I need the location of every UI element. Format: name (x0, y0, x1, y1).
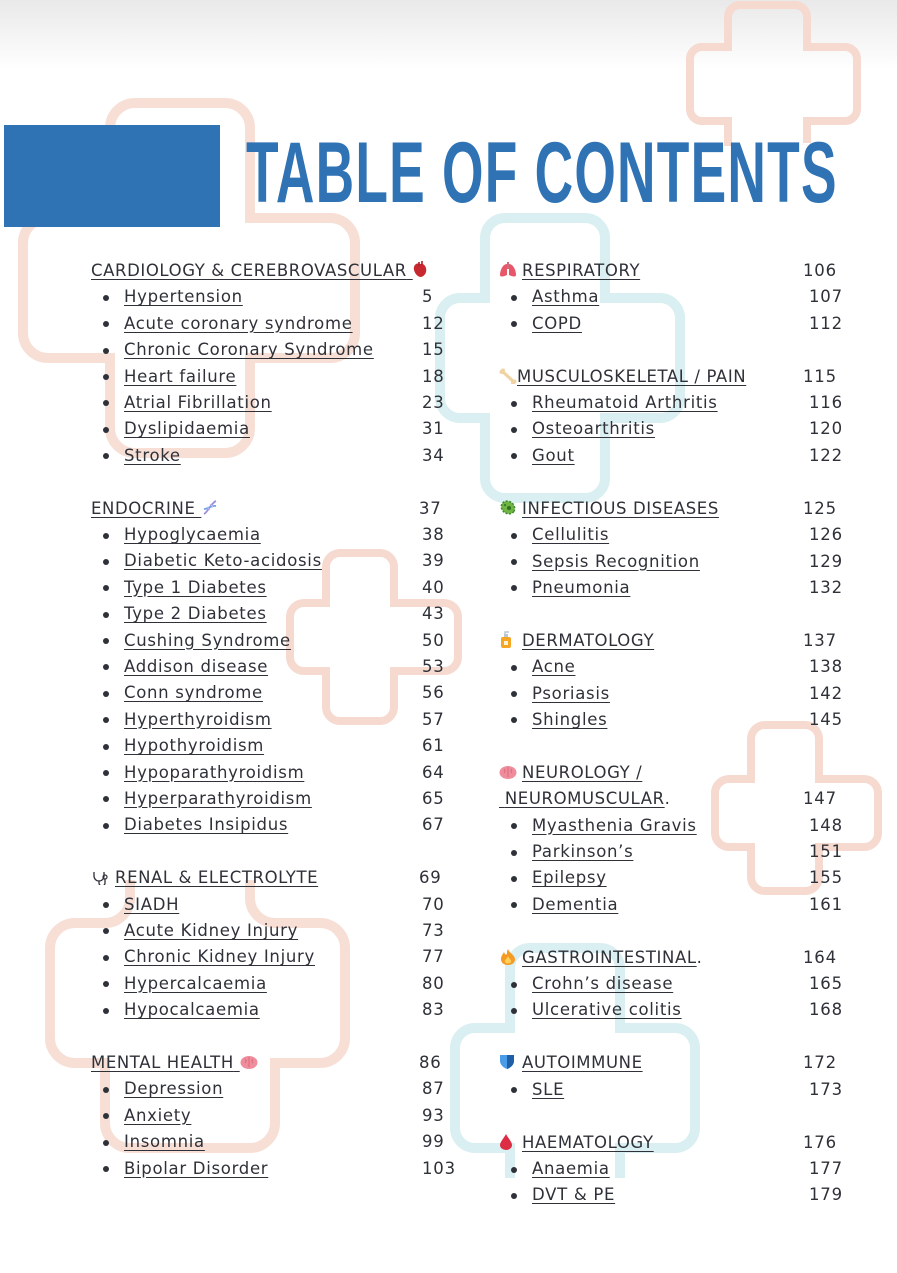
section-page-number: 115 (803, 366, 837, 386)
toc-entry-page: 23 (422, 392, 445, 412)
bullet-icon (511, 902, 517, 908)
toc-entry-page: 34 (422, 445, 445, 465)
section-heading-row[interactable] (499, 760, 869, 786)
toc-entry-link[interactable]: Stroke (124, 445, 181, 465)
toc-entry-page: 145 (809, 709, 843, 729)
toc-entry-page: 165 (809, 974, 843, 994)
toc-entry-link[interactable]: Insomnia (124, 1132, 205, 1152)
toc-entry-page: 132 (809, 577, 843, 597)
bullet-icon (511, 559, 517, 565)
section-heading-row[interactable] (499, 258, 869, 284)
toc-entry[interactable] (91, 416, 471, 442)
section-heading-link[interactable]: DERMATOLOGY (522, 630, 655, 650)
toc-entry-link[interactable]: Addison disease (124, 656, 269, 676)
toc-entry-link[interactable]: Rheumatoid Arthritis (532, 393, 718, 413)
bullet-icon (511, 321, 517, 327)
section-page-number: 37 (419, 498, 442, 518)
toc-entry[interactable] (91, 944, 471, 970)
toc-entry-page: 173 (809, 1079, 843, 1099)
toc-entry[interactable] (91, 364, 471, 390)
toc-entry-page: 129 (809, 551, 843, 571)
toc-section-respiratory (499, 258, 869, 337)
toc-entry[interactable] (499, 1182, 869, 1208)
bullet-icon (103, 533, 109, 539)
bullet-icon (103, 1166, 109, 1172)
toc-entry[interactable] (499, 311, 869, 337)
section-heading-row[interactable] (499, 364, 869, 390)
toc-entry-page: 80 (422, 973, 445, 993)
bullet-icon (103, 1008, 109, 1014)
toc-entry[interactable] (499, 390, 869, 416)
toc-entry-link[interactable]: Hypercalcaemia (124, 973, 267, 993)
fire-icon (499, 947, 516, 964)
section-page-number: 147 (803, 789, 837, 809)
bullet-icon (103, 348, 109, 354)
bullet-icon (511, 876, 517, 882)
bullet-icon (103, 744, 109, 750)
shield-icon (499, 1052, 516, 1069)
toc-entry-page: 39 (422, 551, 445, 571)
toc-entry-link[interactable]: Cushing Syndrome (124, 630, 291, 650)
toc-entry[interactable] (499, 1156, 869, 1182)
toc-entry-page: 61 (422, 736, 445, 756)
toc-entry[interactable] (499, 284, 869, 310)
blood-drop-icon (499, 1132, 516, 1149)
toc-entry-page: 93 (422, 1105, 445, 1125)
toc-entry[interactable] (91, 812, 471, 838)
toc-entry-link[interactable]: Crohn’s disease (532, 974, 674, 994)
toc-entry[interactable] (499, 654, 869, 680)
toc-entry[interactable] (91, 971, 471, 997)
toc-entry-link[interactable]: Psoriasis (532, 683, 610, 703)
toc-section-haematology (499, 1130, 869, 1209)
section-heading-row[interactable] (499, 945, 869, 971)
bullet-icon (103, 902, 109, 908)
toc-entry-link[interactable]: Dyslipidaemia (124, 419, 250, 439)
toc-entry-page: 64 (422, 762, 445, 782)
toc-entry[interactable] (499, 813, 869, 839)
toc-entry-page: 57 (422, 709, 445, 729)
section-page-number: 69 (419, 868, 442, 888)
toc-entry[interactable] (91, 575, 471, 601)
toc-entry-page: 138 (809, 657, 843, 677)
toc-section-endocrine (91, 496, 471, 839)
toc-entry-page: 103 (422, 1158, 456, 1178)
toc-left-column (91, 258, 471, 1209)
toc-entry-link[interactable]: Asthma (532, 287, 600, 307)
toc-entry-page: 142 (809, 683, 843, 703)
toc-entry[interactable] (91, 1156, 471, 1182)
bullet-icon (511, 1193, 517, 1199)
toc-entry[interactable] (499, 522, 869, 548)
bullet-icon (511, 453, 517, 459)
toc-entry-link[interactable]: Sepsis Recognition (532, 551, 700, 571)
anatomical-heart-icon (413, 260, 430, 277)
toc-entry-link[interactable]: DVT & PE (532, 1185, 616, 1205)
section-heading-link[interactable]: INFECTIOUS DISEASES (522, 498, 719, 518)
section-heading-row[interactable] (499, 1130, 869, 1156)
toc-entry[interactable] (91, 733, 471, 759)
section-heading-link[interactable]: NEUROMUSCULAR (504, 789, 665, 809)
toc-entry-page: 155 (809, 868, 843, 888)
bullet-icon (103, 981, 109, 987)
lotion-bottle-icon (499, 630, 516, 647)
bullet-icon (103, 1140, 109, 1146)
toc-entry-link[interactable]: Dementia (532, 894, 619, 914)
toc-entry-page: 151 (809, 842, 843, 862)
bullet-icon (511, 1008, 517, 1014)
toc-entry-page: 38 (422, 525, 445, 545)
toc-entry[interactable] (91, 707, 471, 733)
bullet-icon (103, 374, 109, 380)
toc-entry-link[interactable]: Anaemia (532, 1159, 610, 1179)
toc-entry[interactable] (91, 522, 471, 548)
toc-section-musculoskeletal (499, 364, 869, 470)
section-heading-link[interactable]: GASTROINTESTINAL (522, 947, 697, 967)
section-heading-row[interactable] (91, 258, 471, 284)
section-heading-row[interactable] (499, 628, 869, 654)
bullet-icon (511, 850, 517, 856)
heading-suffix: . (696, 947, 702, 967)
section-heading-link[interactable]: MUSCULOSKELETAL / PAIN (517, 366, 747, 386)
section-heading-row[interactable] (91, 496, 471, 522)
toc-entry-page: 31 (422, 419, 445, 439)
toc-section-renal (91, 865, 471, 1023)
toc-entry-link[interactable]: Hypertension (124, 287, 243, 307)
toc-entry[interactable] (499, 416, 869, 442)
bullet-icon (511, 665, 517, 671)
toc-entry[interactable] (91, 1076, 471, 1102)
toc-entry-link[interactable]: Osteoarthritis (532, 419, 655, 439)
toc-entry-page: 77 (422, 947, 445, 967)
lungs-icon (499, 260, 516, 277)
toc-entry[interactable] (91, 390, 471, 416)
toc-entry[interactable] (91, 628, 471, 654)
bullet-icon (103, 559, 109, 565)
toc-section-neurology (499, 760, 869, 918)
toc-entry-page: 73 (422, 920, 445, 940)
bullet-icon (103, 691, 109, 697)
toc-entry-link[interactable]: SIADH (124, 894, 180, 914)
bullet-icon (511, 823, 517, 829)
toc-entry-link[interactable]: Acute Kidney Injury (124, 920, 299, 940)
toc-entry-page: 179 (809, 1185, 843, 1205)
toc-entry-page: 18 (422, 366, 445, 386)
toc-entry-page: 99 (422, 1132, 445, 1152)
toc-entry[interactable] (499, 971, 869, 997)
toc-entry[interactable] (91, 892, 471, 918)
bullet-icon (103, 770, 109, 776)
toc-entry-link[interactable]: Hyperparathyroidism (124, 788, 312, 808)
toc-entry[interactable] (91, 1129, 471, 1155)
toc-entry-link[interactable]: Hypoparathyroidism (124, 762, 305, 782)
bullet-icon (511, 717, 517, 723)
toc-entry[interactable] (499, 839, 869, 865)
toc-entry[interactable] (499, 443, 869, 469)
section-heading-row-continued[interactable] (499, 786, 869, 812)
toc-entry-link[interactable]: Conn syndrome (124, 683, 263, 703)
bullet-icon (103, 717, 109, 723)
bullet-icon (103, 295, 109, 301)
bullet-icon (103, 664, 109, 670)
section-heading-link[interactable]: RESPIRATORY (522, 261, 641, 280)
toc-entry[interactable] (91, 680, 471, 706)
bullet-icon (103, 796, 109, 802)
toc-entry-page: 122 (809, 445, 843, 465)
toc-section-cardiology (91, 258, 471, 469)
toc-entry-link[interactable]: Diabetic Keto-acidosis (124, 551, 322, 571)
toc-entry-page: 112 (809, 313, 843, 333)
toc-entry-page: 15 (422, 340, 445, 360)
bullet-icon (511, 427, 517, 433)
toc-entry-link[interactable]: Heart failure (124, 366, 237, 386)
toc-entry-link[interactable]: Hyperthyroidism (124, 709, 272, 729)
toc-entry-page: 116 (809, 393, 843, 413)
toc-entry-page: 53 (422, 656, 445, 676)
toc-section-dermatology (499, 628, 869, 734)
section-heading-row[interactable] (91, 865, 471, 891)
toc-entry[interactable] (499, 865, 869, 891)
section-heading-row[interactable] (91, 1050, 471, 1076)
toc-entry-link[interactable]: Pneumonia (532, 577, 631, 597)
section-heading-link[interactable]: HAEMATOLOGY (522, 1132, 654, 1152)
toc-entry-page: 70 (422, 894, 445, 914)
microbe-icon (499, 498, 516, 515)
toc-entry-link[interactable]: Myasthenia Gravis (532, 815, 697, 835)
toc-entry-link[interactable]: SLE (532, 1079, 565, 1099)
toc-entry[interactable] (91, 548, 471, 574)
toc-entry-link[interactable]: Chronic Coronary Syndrome (124, 340, 374, 360)
toc-entry-link[interactable]: Type 2 Diabetes (124, 604, 267, 624)
bullet-icon (103, 1087, 109, 1093)
toc-entry[interactable] (91, 760, 471, 786)
toc-entry[interactable] (91, 443, 471, 469)
toc-entry-link[interactable]: Hypothyroidism (124, 736, 265, 756)
toc-entry[interactable] (91, 601, 471, 627)
toc-entry-link[interactable]: Ulcerative colitis (532, 1000, 682, 1020)
toc-entry-page: 43 (422, 604, 445, 624)
section-page-number: 106 (803, 261, 837, 280)
section-heading-link[interactable]: ENDOCRINE (91, 499, 224, 518)
toc-entry-page: 83 (422, 1000, 445, 1020)
bullet-icon (511, 691, 517, 697)
toc-entry[interactable] (499, 549, 869, 575)
toc-entry[interactable] (499, 707, 869, 733)
toc-entry[interactable] (91, 311, 471, 337)
dna-icon (201, 498, 218, 515)
toc-entry-page: 126 (809, 525, 843, 545)
toc-entry-link[interactable]: Acne (532, 657, 576, 677)
toc-entry[interactable] (91, 337, 471, 363)
toc-entry-page: 107 (809, 287, 843, 307)
section-heading-link[interactable]: CARDIOLOGY & CEREBROVASCULAR (91, 261, 436, 280)
title-accent-block (4, 125, 220, 227)
toc-entry[interactable] (91, 654, 471, 680)
toc-section-gastrointestinal (499, 945, 869, 1024)
bullet-icon (103, 1113, 109, 1119)
toc-entry-page: 177 (809, 1159, 843, 1179)
toc-right-column (499, 258, 869, 1235)
bullet-icon (511, 533, 517, 539)
toc-entry-page: 168 (809, 1000, 843, 1020)
toc-entry-page: 5 (422, 287, 434, 307)
brain-icon (240, 1052, 257, 1069)
toc-entry[interactable] (499, 997, 869, 1023)
toc-entry-link[interactable]: Epilepsy (532, 868, 607, 888)
bullet-icon (103, 823, 109, 829)
toc-entry[interactable] (91, 918, 471, 944)
toc-section-mental-health (91, 1050, 471, 1182)
section-heading-row[interactable] (499, 1050, 869, 1076)
toc-entry-page: 120 (809, 419, 843, 439)
toc-entry-link[interactable]: Parkinson’s (532, 842, 634, 862)
toc-entry-link[interactable]: Anxiety (124, 1105, 192, 1125)
toc-entry-link[interactable]: Bipolar Disorder (124, 1158, 269, 1178)
toc-entry-link[interactable]: Gout (532, 445, 575, 465)
section-page-number: 125 (803, 498, 837, 518)
toc-entry-link[interactable]: Depression (124, 1079, 224, 1099)
toc-entry[interactable] (499, 892, 869, 918)
toc-section-autoimmune (499, 1050, 869, 1103)
toc-entry-link[interactable]: Hypoglycaemia (124, 525, 261, 545)
toc-entry-page: 148 (809, 815, 843, 835)
toc-section-infectious-diseases (499, 496, 869, 602)
section-page-number: 164 (803, 947, 837, 967)
toc-entry-link[interactable]: COPD (532, 313, 582, 333)
bullet-icon (103, 321, 109, 327)
bullet-icon (103, 400, 109, 406)
toc-entry-page: 87 (422, 1079, 445, 1099)
toc-entry[interactable] (91, 786, 471, 812)
toc-entry[interactable] (499, 1077, 869, 1103)
toc-entry[interactable] (91, 997, 471, 1023)
stethoscope-icon (91, 867, 111, 884)
bullet-icon (511, 585, 517, 591)
section-heading-link[interactable]: MENTAL HEALTH (91, 1053, 263, 1072)
brain-icon (499, 762, 516, 779)
bullet-icon (511, 982, 517, 988)
toc-entry-link[interactable]: Shingles (532, 709, 608, 729)
toc-entry-link[interactable]: Atrial Fibrillation (124, 392, 272, 412)
toc-entry[interactable] (499, 575, 869, 601)
toc-entry-page: 161 (809, 894, 843, 914)
toc-entry-link[interactable]: Hypocalcaemia (124, 1000, 260, 1020)
section-page-number: 137 (803, 630, 837, 650)
bullet-icon (511, 401, 517, 407)
bullet-icon (511, 295, 517, 301)
toc-entry-link[interactable]: Type 1 Diabetes (124, 577, 267, 597)
section-heading-row[interactable] (499, 496, 869, 522)
toc-entry-link[interactable]: Diabetes Insipidus (124, 815, 289, 835)
toc-entry-link[interactable]: Chronic Kidney Injury (124, 947, 315, 967)
heading-suffix: . (664, 789, 670, 809)
toc-entry[interactable] (91, 1103, 471, 1129)
toc-entry-link[interactable]: Cellulitis (532, 525, 610, 545)
bullet-icon (103, 928, 109, 934)
section-page-number: 176 (803, 1132, 837, 1152)
page-title: TABLE OF CONTENTS (246, 125, 838, 221)
bullet-icon (103, 427, 109, 433)
section-heading-link[interactable]: NEUROLOGY / (522, 762, 643, 782)
section-heading-link[interactable]: AUTOIMMUNE (522, 1053, 643, 1073)
section-heading-link[interactable]: RENAL & ELECTROLYTE (91, 868, 318, 887)
bullet-icon (103, 612, 109, 618)
toc-entry-page: 67 (422, 815, 445, 835)
bullet-icon (103, 638, 109, 644)
toc-entry[interactable] (499, 681, 869, 707)
section-page-number: 86 (419, 1053, 442, 1073)
bullet-icon (103, 955, 109, 961)
bullet-icon (103, 585, 109, 591)
toc-entry-page: 40 (422, 577, 445, 597)
bullet-icon (103, 453, 109, 459)
toc-entry-page: 65 (422, 788, 445, 808)
toc-entry-page: 12 (422, 313, 445, 333)
toc-entry[interactable] (91, 284, 471, 310)
bone-icon (499, 366, 516, 383)
section-page-number: 172 (803, 1053, 837, 1073)
toc-entry-page: 50 (422, 630, 445, 650)
bullet-icon (511, 1167, 517, 1173)
toc-entry-link[interactable]: Acute coronary syndrome (124, 313, 353, 333)
toc-entry-page: 56 (422, 683, 445, 703)
bullet-icon (511, 1087, 517, 1093)
